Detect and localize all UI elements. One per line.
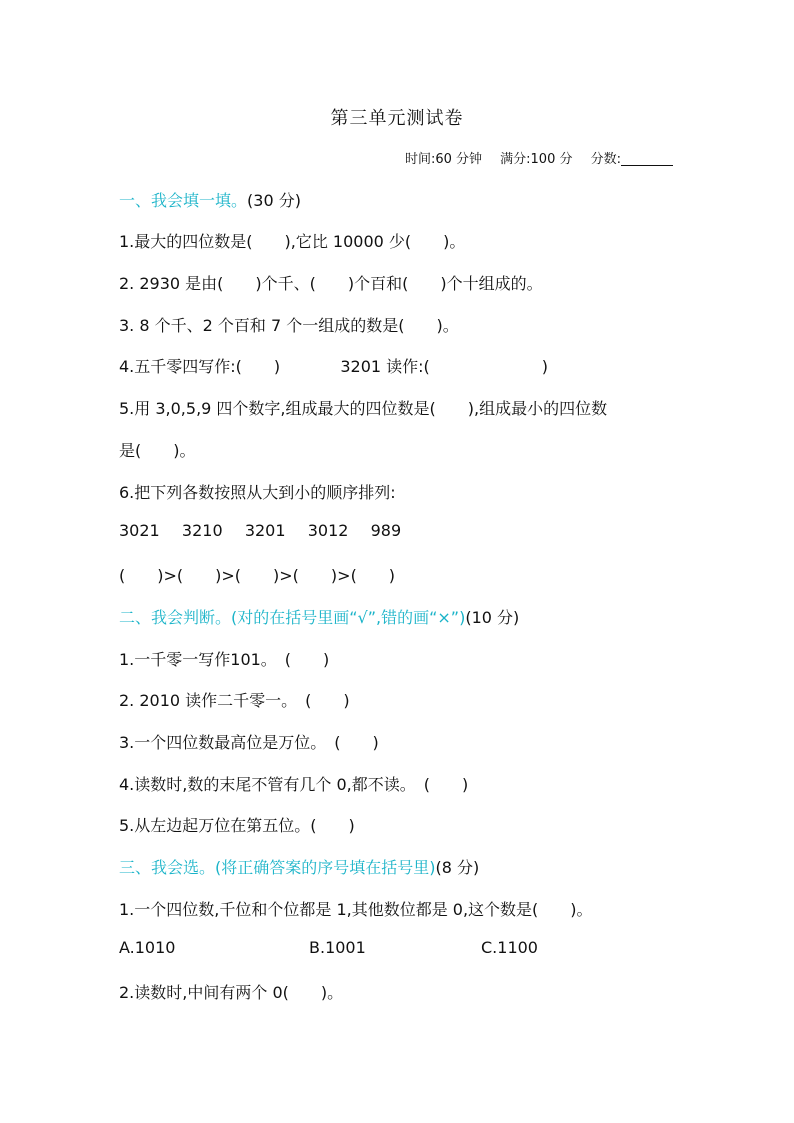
section-3-title: 三、我会选。(将正确答案的序号填在括号里) xyxy=(119,858,436,877)
question-1-6-numbers xyxy=(119,521,401,540)
question-1-3: 3. 8 个千、2 个百和 7 个一组成的数是( )。 xyxy=(119,316,459,335)
question-2-5: 5.从左边起万位在第五位。( ) xyxy=(119,816,355,835)
question-2-2: 2. 2010 读作二千零一。 ( ) xyxy=(119,691,350,710)
score-blank[interactable] xyxy=(621,151,673,166)
question-1-2: 2. 2930 是由( )个千、( )个百和( )个十组成的。 xyxy=(119,274,543,293)
score-text: 分数: xyxy=(590,152,621,167)
section-3-points: (8 分) xyxy=(435,858,480,877)
question-3-2: 2.读数时,中间有两个 0( )。 xyxy=(119,983,344,1002)
question-1-5-line-1: 5.用 3,0,5,9 四个数字,组成最大的四位数是( ),组成最小的四位数 xyxy=(119,399,608,418)
section-2-points: (10 分) xyxy=(465,608,520,627)
number-item: 989 xyxy=(370,521,402,540)
section-1-points: (30 分) xyxy=(247,191,301,210)
question-2-4: 4.读数时,数的末尾不管有几个 0,都不读。 ( ) xyxy=(119,775,469,794)
full-score: 满分:100 分 xyxy=(500,152,573,167)
question-1-4 xyxy=(119,354,548,377)
number-item: 3021 xyxy=(119,521,160,540)
option-a: A.1010 xyxy=(119,938,176,957)
question-1-1: 1.最大的四位数是( ),它比 10000 少( )。 xyxy=(119,232,466,251)
question-1-6: 6.把下列各数按照从大到小的顺序排列: xyxy=(119,483,396,502)
score-label xyxy=(591,152,673,167)
option-c: C.1100 xyxy=(481,938,538,957)
time-limit: 时间:60 分钟 xyxy=(404,152,482,167)
question-2-3: 3.一个四位数最高位是万位。 ( ) xyxy=(119,733,379,752)
section-2-title: 二、我会判断。(对的在括号里画“√”,错的画“×”) xyxy=(119,608,466,627)
section-3-heading xyxy=(119,855,479,878)
option-b: B.1001 xyxy=(309,938,366,957)
section-1-title: 一、我会填一填。 xyxy=(119,191,248,210)
number-item: 3201 xyxy=(244,521,286,540)
question-1-5-line-2: 是( )。 xyxy=(119,441,196,460)
exam-meta xyxy=(391,148,673,167)
question-3-1: 1.一个四位数,千位和个位都是 1,其他数位都是 0,这个数是( )。 xyxy=(119,900,593,919)
question-1-6-answer: ( )>( )>( )>( )>( ) xyxy=(119,566,396,585)
question-1-4-read: 3201 读作:( ) xyxy=(340,357,549,376)
question-3-1-options xyxy=(119,938,538,957)
section-2-heading xyxy=(119,605,519,628)
number-item: 3210 xyxy=(181,521,223,540)
page-title: 第三单元测试卷 xyxy=(330,108,464,129)
section-1-heading xyxy=(119,188,301,211)
question-1-4-write: 4.五千零四写作:( ) xyxy=(119,357,281,376)
question-2-1: 1.一千零一写作101。 ( ) xyxy=(119,650,330,669)
number-item: 3012 xyxy=(307,521,349,540)
